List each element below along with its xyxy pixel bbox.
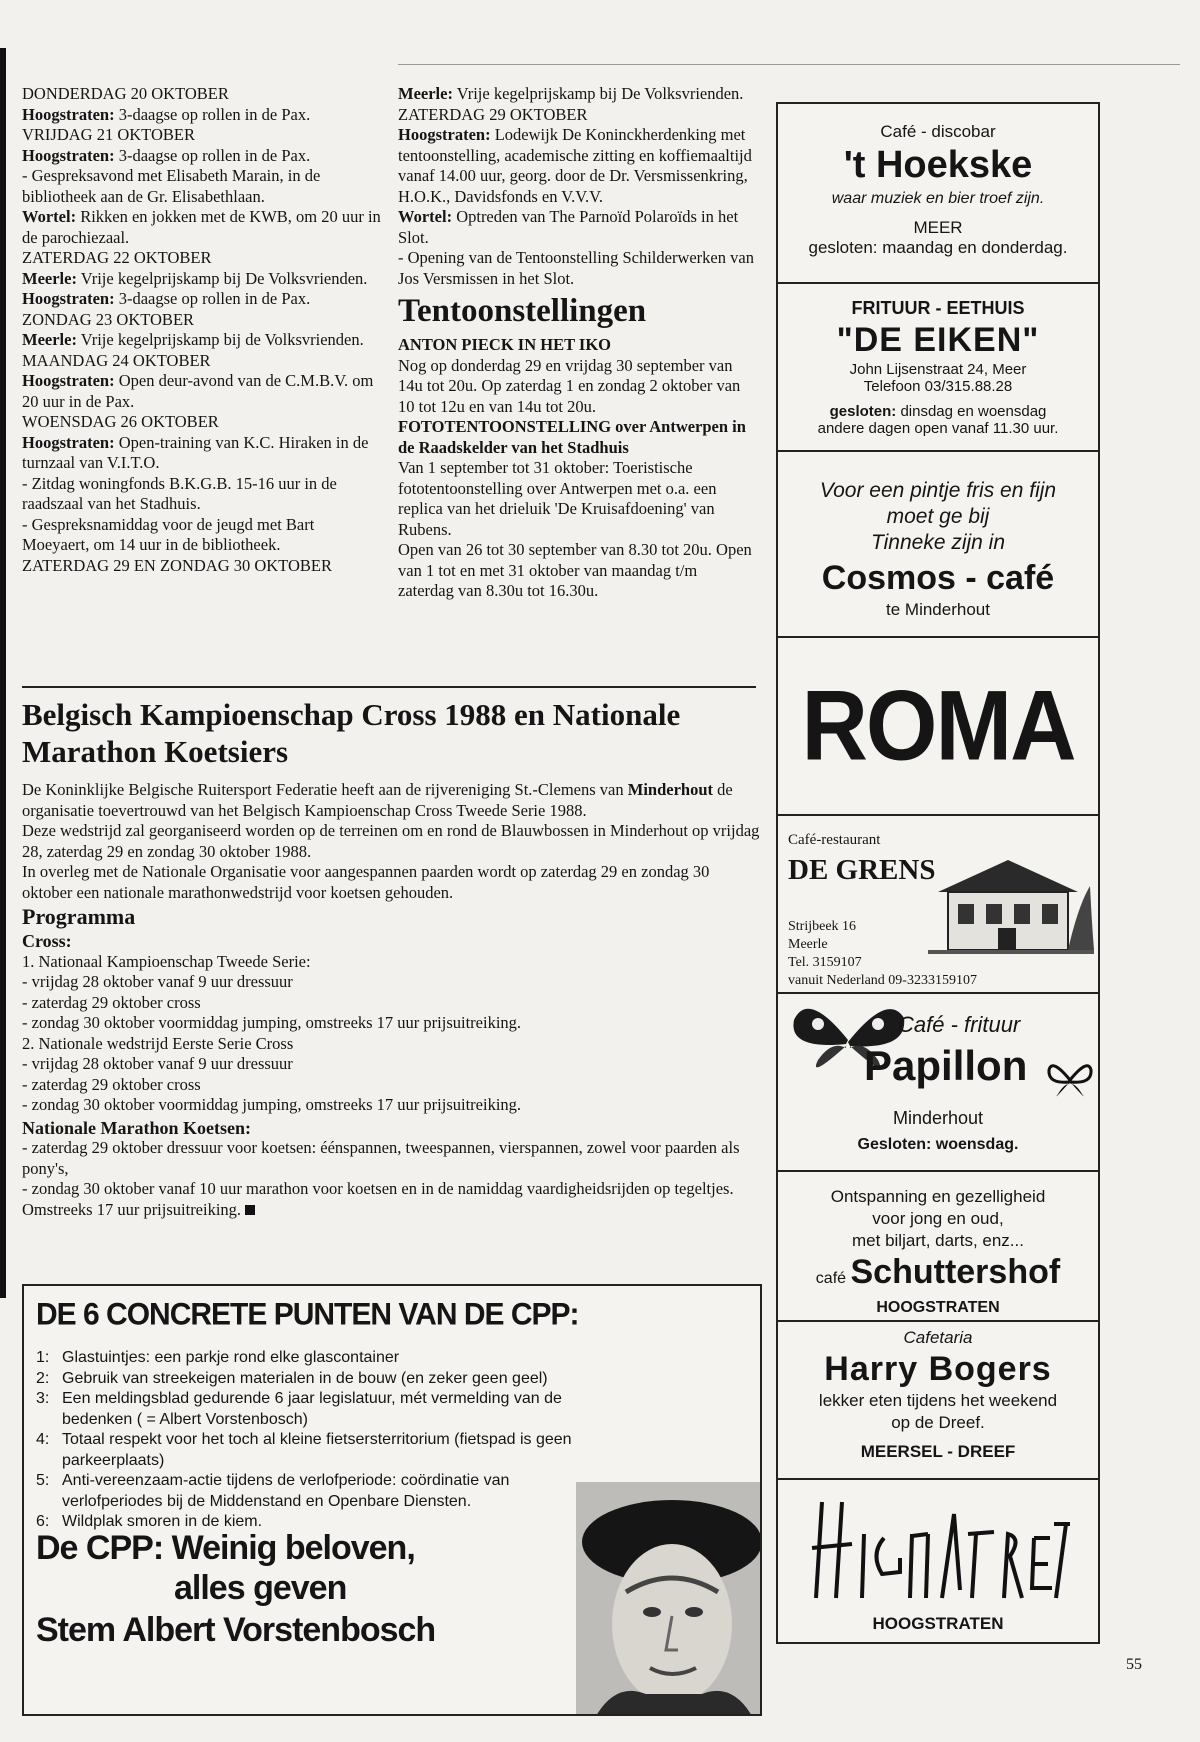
article-headline: Belgisch Kampioenschap Cross 1988 en Nationale Marathon Koetsiers [22, 697, 681, 769]
ad-location: MEER [913, 218, 963, 237]
agenda-entry: ZATERDAG 29 EN ZONDAG 30 OKTOBER [22, 555, 332, 575]
ad-harry-bogers [776, 1320, 1100, 1480]
ad-name: DE GRENS [788, 854, 936, 886]
ad-hours: gesloten: dinsdag en woensdag [829, 403, 1047, 420]
ad-subtitle: Café - discobar [880, 122, 996, 141]
portrait-photo [576, 1482, 762, 1716]
ad-location: HOOGSTRATEN [876, 1299, 1000, 1316]
program-line: - zondag 30 oktober vanaf 10 uur marathon voor koetsen en in de namiddag vaardigheidsrijden op tegeltjes. [22, 1179, 734, 1198]
article-body [22, 780, 760, 1220]
cpp-advert [22, 1284, 762, 1716]
agenda-entry: MAANDAG 24 OKTOBER [22, 350, 211, 370]
agenda-entry: Hoogstraten: Open deur-avond van de C.M.B.V. om 20 uur in de Pax. [22, 371, 374, 411]
cpp-point: 2: Gebruik van streekeigen materialen in de bouw (en zeker geen geel) [36, 1369, 548, 1387]
article-paragraph: In overleg met de Nationale Organisatie voor aangespannen paarden wordt op zaterdag 29 en zondag 30 oktober een nationale marathonwedstrijd voor koetsen gehouden. [22, 862, 710, 902]
ad-location: te Minderhout [886, 600, 990, 619]
ad-line: lekker eten tijdens het weekend [818, 1391, 1058, 1410]
agenda-entry: Wortel: Optreden van The Parnoïd Polaroïds in het Slot. [398, 207, 739, 247]
ad-roma [776, 636, 1100, 816]
ad-line: Voor een pintje fris en fijn [819, 479, 1057, 502]
marathon-heading: Nationale Marathon Koetsen: [22, 1117, 251, 1138]
ad-location: Minderhout [892, 1108, 984, 1128]
agenda-entry: VRIJDAG 21 OKTOBER [22, 125, 195, 144]
agenda-entry: DONDERDAG 20 OKTOBER [22, 84, 229, 103]
program-line: - vrijdag 28 oktober vanaf 9 uur dressuur [22, 1054, 293, 1073]
ad-line: moet ge bij [886, 505, 990, 528]
agenda-middle-column [398, 84, 754, 602]
ad-line: Ontspanning en gezelligheid [830, 1187, 1046, 1206]
agenda-entry: Hoogstraten: 3-daagse op rollen in de Pax. [22, 145, 311, 165]
ad-subtitle: Café-restaurant [788, 832, 881, 848]
ad-schuttershof [776, 1170, 1100, 1322]
section-heading-tentoonstellingen: Tentoonstellingen [398, 293, 647, 329]
ad-subtitle: Cafetaria [903, 1328, 973, 1347]
agenda-entry: ZONDAG 23 OKTOBER [22, 309, 195, 329]
ad-phone: Telefoon 03/315.88.28 [863, 378, 1013, 395]
agenda-entry: Nog op donderdag 29 en vrijdag 30 september van 14u tot 20u. Op zaterdag 1 en zondag 2 oktober van 10 tot 12u en van 14u tot 20u. [398, 355, 741, 416]
agenda-entry: Open van 26 tot 30 september van 8.30 tot 20u. Open van 1 tot en met 31 oktober van maandag t/m zaterdag van 8.30u tot 16.30u. [398, 540, 752, 600]
divider [22, 686, 756, 688]
ad-cosmos-cafe [776, 450, 1100, 638]
page-number: 55 [1126, 1656, 1142, 1673]
ad-name: "DE EIKEN" [836, 321, 1040, 359]
program-line: - zondag 30 oktober voormiddag jumping, omstreeks 17 uur prijsuitreiking. [22, 1095, 522, 1114]
agenda-entry: - Gespreksavond met Elisabeth Marain, in de bibliotheek aan de Gr. Elisabethlaan. [22, 166, 321, 206]
agenda-entry: Meerle: Vrije kegelprijskamp bij De Volksvrienden. [22, 268, 368, 288]
article-intro: De Koninklijke Belgische Ruitersport Federatie heeft aan de rijvereniging St.-Clemens van Minderhout de organisatie toevertrouwd van het Belgisch Kampioenschap Cross Tweede Serie 1988. [22, 780, 733, 820]
program-line: - zaterdag 29 oktober cross [22, 1074, 201, 1094]
ad-name: ROMA [801, 670, 1075, 782]
agenda-entry: Hoogstraten: Lodewijk De Koninckherdenking met tentoonstelling, academische zitting en koffiemaaltijd vanaf 14.00 uur, georg. door de Dr. Versmissenkring, H.O.K., Davidsfonds en V.V.V. [398, 125, 752, 206]
agenda-entry: - Zitdag woningfonds B.K.G.B. 15-16 uur in de raadszaal van het Stadhuis. [22, 473, 337, 513]
ad-location: HOOGSTRATEN [872, 1614, 1004, 1633]
agenda-entry: Hoogstraten: 3-daagse op rollen in de Pax. [22, 289, 311, 308]
program-line: - zondag 30 oktober voormiddag jumping, omstreeks 17 uur prijsuitreiking. [22, 1013, 522, 1032]
cpp-point: 1: Glastuintjes: een parkje rond elke glascontainer [36, 1349, 400, 1366]
agenda-entry: FOTOTENTOONSTELLING over Antwerpen in de Raadskelder van het Stadhuis [398, 417, 746, 457]
ad-line: Tinneke zijn in [870, 531, 1006, 554]
top-rule [398, 64, 1180, 65]
ad-line: met biljart, darts, enz... [852, 1231, 1024, 1250]
ad-name-row: café Schuttershof [815, 1253, 1061, 1291]
article-closing: Omstreeks 17 uur prijsuitreiking. [22, 1200, 760, 1221]
program-line: - zaterdag 29 oktober dressuur voor koetsen: éénspannen, tweespannen, vierspannen, zowel voor paarden als pony's, [22, 1138, 740, 1178]
agenda-entry: Meerle: Vrije kegelprijskamp bij De Volksvrienden. [398, 84, 744, 103]
ad-name: Cosmos - café [821, 559, 1055, 597]
agenda-entry: Van 1 september tot 31 oktober: Toeristische fototentoonstelling over Antwerpen met o.a. een replica van het drieluik 'De Kruisafdoening' van Rubens. [398, 458, 717, 539]
ad-name: Papillon [864, 1042, 1028, 1089]
ad-de-eiken [776, 282, 1100, 452]
ad-location: MEERSEL - DREEF [860, 1442, 1016, 1461]
agenda-entry: - Gespreksnamiddag voor de jeugd met Bart Moeyaert, om 14 uur in de bibliotheek. [22, 514, 315, 554]
program-line: 1. Nationaal Kampioenschap Tweede Serie: [22, 951, 311, 971]
ad-name: 't Hoekske [843, 144, 1033, 186]
program-line: - vrijdag 28 oktober vanaf 9 uur dressuur [22, 972, 293, 991]
ad-papillon [776, 992, 1100, 1172]
ad-line: op de Dreef. [891, 1413, 985, 1432]
cpp-point: 3: Een meldingsblad gedurende 6 jaar legislatuur, mét vermelding van de bedenken ( = Albert Vorstenbosch) [36, 1390, 562, 1428]
ad-subtitle: Café - frituur [898, 1012, 1021, 1037]
cpp-point: 6: Wildplak smoren in de kiem. [36, 1513, 263, 1530]
cpp-title: DE 6 CONCRETE PUNTEN VAN DE CPP: [36, 1297, 579, 1332]
ad-line: voor jong en oud, [872, 1209, 1004, 1228]
ad-highstreet [776, 1478, 1100, 1644]
agenda-entry: WOENSDAG 26 OKTOBER [22, 412, 219, 431]
agenda-entry: Hoogstraten: 3-daagse op rollen in de Pax. [22, 104, 311, 124]
highstreet-logo [808, 1494, 1072, 1604]
end-mark-icon [245, 1205, 255, 1215]
cpp-point: 4: Totaal respekt voor het toch al kleine fietsersterritorium (fietspad is geen parkeerplaats) [36, 1431, 572, 1469]
ad-address: John Lijsenstraat 24, Meer [849, 361, 1027, 378]
ad-hours: gesloten: maandag en donderdag. [808, 238, 1068, 257]
small-butterfly-icon [1046, 1056, 1094, 1104]
ad-subtitle: FRITUUR - EETHUIS [851, 298, 1025, 318]
ad-hours: Gesloten: woensdag. [857, 1136, 1019, 1153]
agenda-entry: - Opening van de Tentoonstelling Schilderwerken van Jos Versmissen in het Slot. [398, 248, 754, 288]
cpp-slogan-1: De CPP: Weinig beloven, [36, 1529, 415, 1567]
programma-heading: Programma [22, 904, 136, 929]
cpp-point: 5: Anti-vereenzaam-actie tijdens de verlofperiode: coördinatie van verlofperiodes bij de Middenstand en Openbare Diensten. [36, 1472, 510, 1510]
program-line: 2. Nationale wedstrijd Eerste Serie Cross [22, 1033, 294, 1053]
agenda-left-column [22, 84, 384, 576]
article-paragraph: Deze wedstrijd zal georganiseerd worden op de terreinen om en rond de Blauwbossen in Minderhout op vrijdag 28, zaterdag 29 en zondag 30 oktober 1988. [22, 821, 760, 861]
cross-heading: Cross: [22, 931, 72, 951]
scan-edge [0, 48, 6, 1298]
agenda-entry: ZATERDAG 29 OKTOBER [398, 104, 588, 124]
cpp-slogan-3: Stem Albert Vorstenbosch [36, 1611, 436, 1649]
ad-address-block: Strijbeek 16 Meerle Tel. 3159107 vanuit Nederland 09-3233159107 [788, 919, 977, 988]
agenda-entry: ANTON PIECK IN HET IKO [398, 335, 612, 354]
restaurant-building-icon [928, 846, 1094, 956]
agenda-entry: Meerle: Vrije kegelprijskamp bij de Volksvrienden. [22, 330, 364, 349]
agenda-entry: Wortel: Rikken en jokken met de KWB, om 20 uur in de parochiezaal. [22, 207, 381, 247]
ad-name: Schuttershof [850, 1253, 1061, 1291]
ad-hours-2: andere dagen open vanaf 11.30 uur. [817, 420, 1059, 437]
cpp-slogan-2: alles geven [174, 1569, 347, 1607]
ad-t-hoekske [776, 102, 1100, 284]
ad-name: Harry Bogers [824, 1350, 1052, 1388]
ad-de-grens [776, 814, 1100, 994]
agenda-entry: ZATERDAG 22 OKTOBER [22, 248, 212, 267]
ad-tagline: waar muziek en bier troef zijn. [831, 190, 1045, 207]
agenda-entry: Hoogstraten: Open-training van K.C. Hiraken in de turnzaal van V.I.T.O. [22, 432, 369, 472]
program-line: - zaterdag 29 oktober cross [22, 992, 201, 1012]
